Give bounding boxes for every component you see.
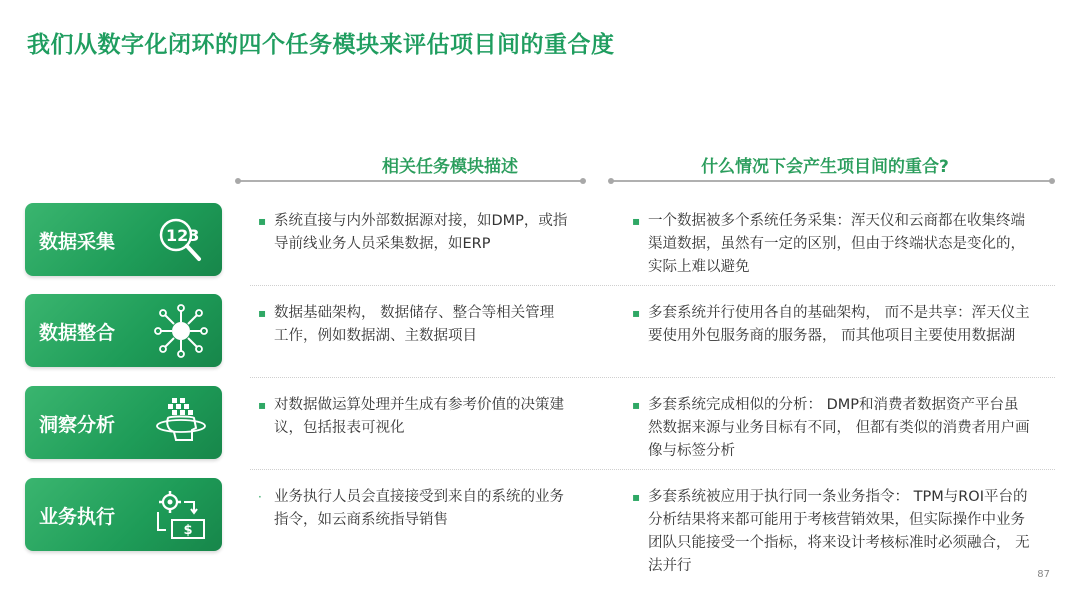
column-header-overlap: 什么情况下会产生项目间的重合? xyxy=(701,157,949,177)
bullet-icon: ▪ xyxy=(632,306,641,320)
bullet-icon: ▪ xyxy=(632,214,641,228)
column-rule-right xyxy=(611,180,1052,182)
page-number: 87 xyxy=(1037,569,1050,580)
module-card-business-execution xyxy=(25,478,222,551)
module-card-data-integration xyxy=(25,294,222,367)
column-rule-left xyxy=(238,180,583,182)
row-divider xyxy=(250,285,1055,286)
bullet-icon: ▪ xyxy=(632,490,641,504)
description-cell: ▪ 数据基础架构， 数据储存、整合等相关管理工作，例如数据湖、主数据项目 xyxy=(258,302,568,348)
module-label: 数据采集 xyxy=(39,231,116,253)
description-cell: ▪ 对数据做运算处理并生成有参考价值的决策建议，包括报表可视化 xyxy=(258,394,568,440)
overlap-cell: ▪ 一个数据被多个系统任务采集：浑天仪和云商都在收集终端渠道数据，虽然有一定的区别，但由于终端状态是变化的，实际上难以避免 xyxy=(632,210,1032,279)
module-label: 数据整合 xyxy=(39,322,116,344)
row-divider xyxy=(250,377,1055,378)
bullet-icon: ▪ xyxy=(258,306,267,320)
overlap-cell: ▪ 多套系统被应用于执行同一条业务指令： TPM与ROI平台的分析结果将来都可能用于考核营销效果，但实际操作中业务团队只能接受一个指标，将来设计考核标准时必须融合， 无法并行 xyxy=(632,486,1032,578)
module-label: 业务执行 xyxy=(39,506,116,528)
bullet-icon: ▪ xyxy=(258,398,267,412)
magnifier-123-icon xyxy=(154,213,208,267)
bullet-icon: · xyxy=(258,490,262,504)
gear-money-icon xyxy=(154,488,208,542)
hub-network-icon xyxy=(154,304,208,358)
module-card-insight-analysis xyxy=(25,386,222,459)
overlap-cell: ▪ 多套系统并行使用各自的基础架构， 而不是共享：浑天仪主要使用外包服务商的服务器， 而其他项目主要使用数据湖 xyxy=(632,302,1032,348)
svg-text:123: 123 xyxy=(166,226,200,245)
bullet-icon: ▪ xyxy=(258,214,267,228)
page-title: 我们从数字化闭环的四个任务模块来评估项目间的重合度 xyxy=(27,32,615,58)
overlap-cell: ▪ 多套系统完成相似的分析： DMP和消费者数据资产平台虽然数据来源与业务目标有不同， 但都有类似的消费者用户画像与标签分析 xyxy=(632,394,1032,463)
module-card-data-collection xyxy=(25,203,222,276)
description-cell: · 业务执行人员会直接接受到来自的系统的业务指令，如云商系统指导销售 xyxy=(258,486,568,532)
description-cell: ▪ 系统直接与内外部数据源对接，如DMP，或指导前线业务人员采集数据，如ERP xyxy=(258,210,568,256)
row-divider xyxy=(250,469,1055,470)
head-insight-icon xyxy=(154,396,208,450)
module-label: 洞察分析 xyxy=(39,414,116,436)
bullet-icon: ▪ xyxy=(632,398,641,412)
column-header-description: 相关任务模块描述 xyxy=(382,157,518,177)
svg-text:$: $ xyxy=(183,523,193,538)
